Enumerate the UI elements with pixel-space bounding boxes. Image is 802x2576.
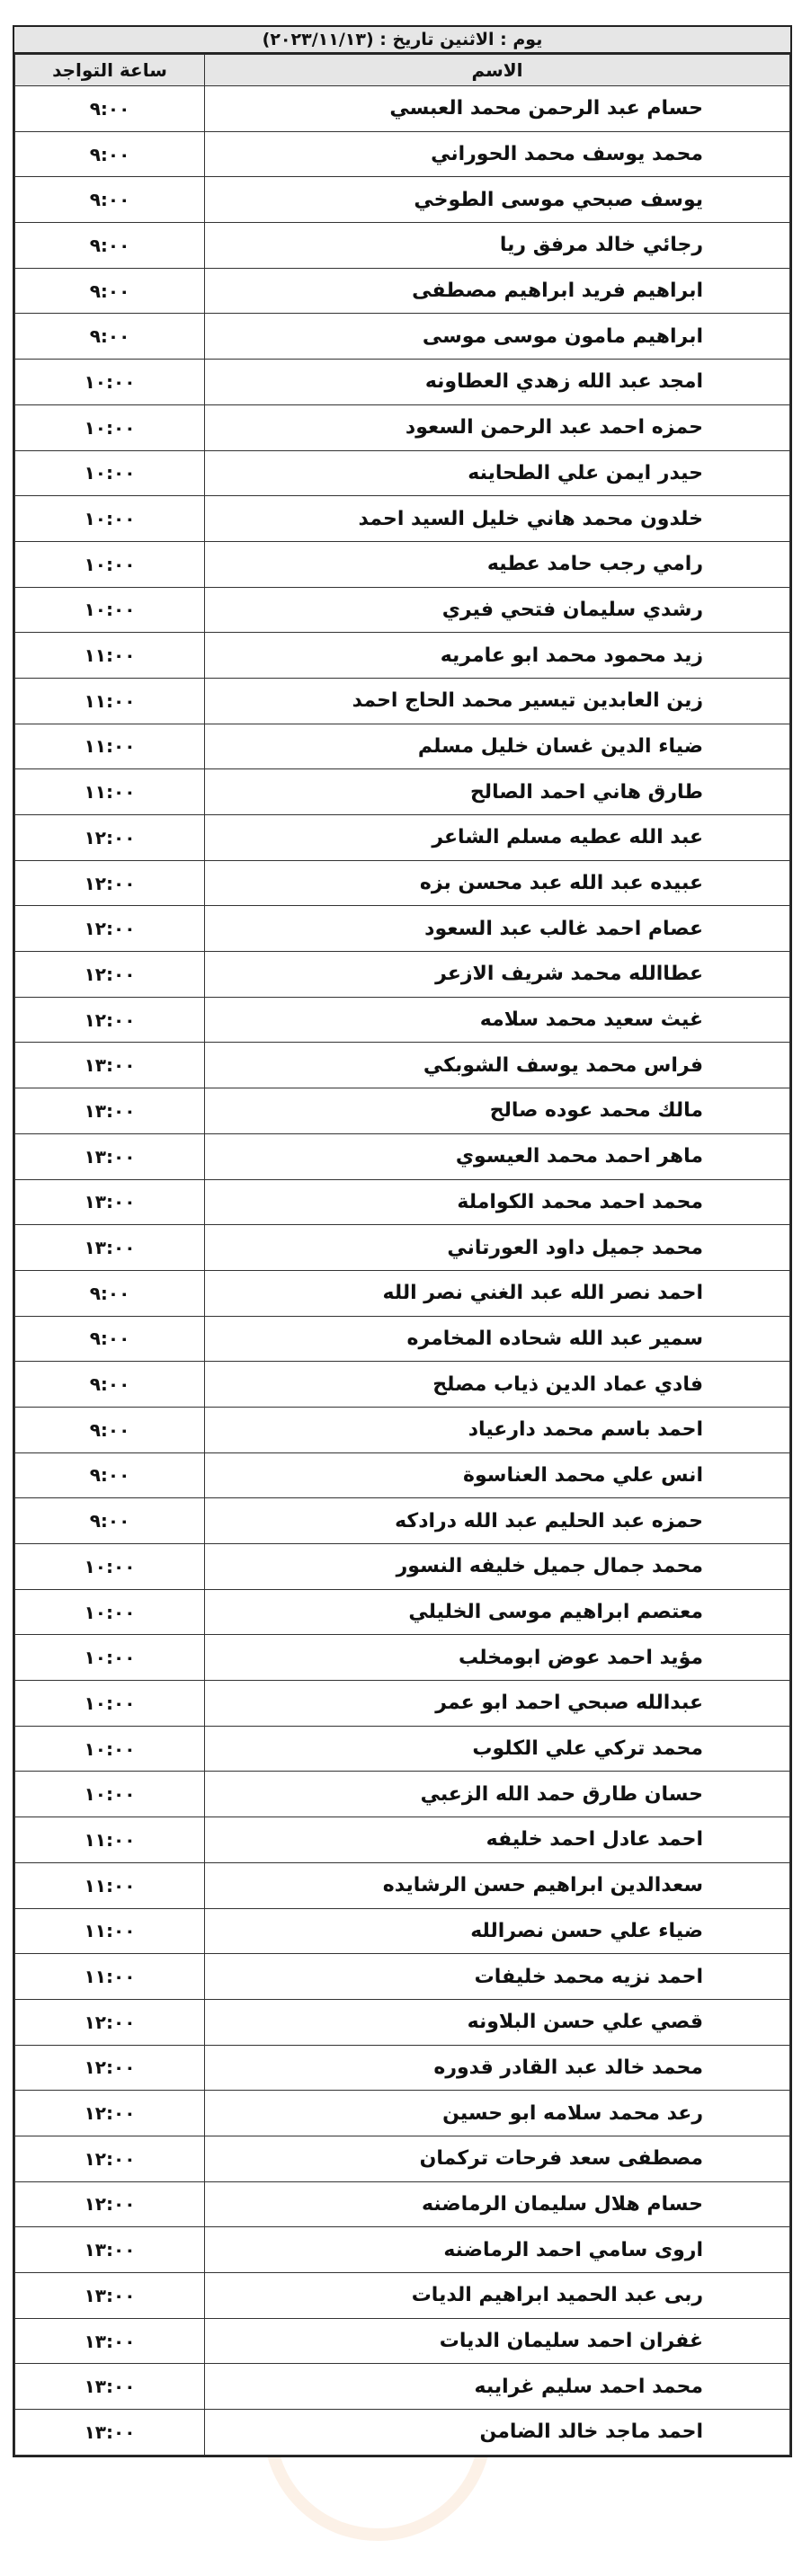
person-name: ضياء الدين غسان خليل مسلم [205, 724, 790, 769]
attendance-time: ١٢:٠٠ [15, 2181, 205, 2227]
attendance-time: ١١:٠٠ [15, 724, 205, 769]
column-header-name: الاسم [205, 55, 790, 86]
table-row [15, 360, 790, 405]
person-name: مصطفى سعد فرحات تركمان [205, 2136, 790, 2181]
person-name: عبدالله صبحي احمد ابو عمر [205, 1681, 790, 1727]
person-name: ضياء علي حسن نصرالله [205, 1908, 790, 1954]
table-row [15, 223, 790, 269]
person-name: مالك محمد عوده صالح [205, 1088, 790, 1134]
table-row [15, 2136, 790, 2181]
attendance-time: ١٣:٠٠ [15, 2227, 205, 2273]
table-row [15, 1635, 790, 1681]
person-name: عبيده عبد الله عبد محسن بزه [205, 860, 790, 906]
table-row [15, 177, 790, 223]
table-row [15, 1999, 790, 2045]
attendance-time: ١٢:٠٠ [15, 815, 205, 861]
attendance-time: ١٠:٠٠ [15, 1726, 205, 1772]
table-row [15, 2181, 790, 2227]
attendance-time: ٩:٠٠ [15, 1498, 205, 1544]
person-name: محمد احمد محمد الكواملة [205, 1179, 790, 1225]
table-row [15, 2273, 790, 2319]
person-name: قصي علي حسن البلاونه [205, 1999, 790, 2045]
person-name: احمد ماجد خالد الضامن [205, 2410, 790, 2456]
table-row [15, 678, 790, 724]
table-row [15, 1407, 790, 1452]
table-row [15, 2045, 790, 2091]
person-name: ماهر احمد محمد العيسوي [205, 1133, 790, 1179]
attendance-time: ١٣:٠٠ [15, 2364, 205, 2410]
table-row [15, 86, 790, 132]
table-row [15, 1498, 790, 1544]
attendance-time: ٩:٠٠ [15, 177, 205, 223]
table-row [15, 2364, 790, 2410]
attendance-time: ١٢:٠٠ [15, 860, 205, 906]
attendance-time: ١٠:٠٠ [15, 404, 205, 450]
person-name: رجائي خالد مرفق ريا [205, 223, 790, 269]
attendance-time: ٩:٠٠ [15, 1316, 205, 1362]
table-row [15, 1043, 790, 1088]
attendance-time: ١٢:٠٠ [15, 1999, 205, 2045]
attendance-time: ١٣:٠٠ [15, 1133, 205, 1179]
table-row [15, 496, 790, 542]
person-name: طارق هاني احمد الصالح [205, 769, 790, 815]
attendance-time: ١٠:٠٠ [15, 360, 205, 405]
attendance-time: ١٢:٠٠ [15, 997, 205, 1043]
table-row [15, 1316, 790, 1362]
attendance-time: ١٠:٠٠ [15, 496, 205, 542]
table-row [15, 1452, 790, 1498]
attendance-time: ٩:٠٠ [15, 314, 205, 360]
person-name: محمد احمد سليم غرايبه [205, 2364, 790, 2410]
attendance-time: ١١:٠٠ [15, 1954, 205, 2000]
person-name: حسان طارق حمد الله الزعبي [205, 1772, 790, 1817]
attendance-time: ٩:٠٠ [15, 268, 205, 314]
table-row [15, 268, 790, 314]
attendance-time: ١١:٠٠ [15, 678, 205, 724]
attendance-time: ١٢:٠٠ [15, 2136, 205, 2181]
person-name: محمد جميل داود العورتاني [205, 1225, 790, 1271]
table-row [15, 587, 790, 633]
person-name: سعدالدين ابراهيم حسن الرشايده [205, 1862, 790, 1908]
person-name: يوسف صبحي موسى الطوخي [205, 177, 790, 223]
attendance-time: ١١:٠٠ [15, 1908, 205, 1954]
person-name: امجد عبد الله زهدي العطاونه [205, 360, 790, 405]
person-name: مؤيد احمد عوض ابومخلب [205, 1635, 790, 1681]
attendance-time: ١٢:٠٠ [15, 2091, 205, 2136]
person-name: حسام عبد الرحمن محمد العبسي [205, 86, 790, 132]
person-name: محمد خالد عبد القادر قدوره [205, 2045, 790, 2091]
attendance-time: ١٣:٠٠ [15, 1225, 205, 1271]
person-name: احمد عادل احمد خليفه [205, 1817, 790, 1863]
attendance-time: ١٢:٠٠ [15, 2045, 205, 2091]
attendance-time: ١١:٠٠ [15, 769, 205, 815]
person-name: فادي عماد الدين ذياب مصلح [205, 1362, 790, 1408]
table-row [15, 997, 790, 1043]
table-row [15, 541, 790, 587]
attendance-time: ٩:٠٠ [15, 86, 205, 132]
table-row [15, 314, 790, 360]
person-name: حيدر ايمن علي الطحاينه [205, 450, 790, 496]
person-name: رامي رجب حامد عطيه [205, 541, 790, 587]
attendance-time: ١٠:٠٠ [15, 1544, 205, 1590]
person-name: حسام هلال سليمان الرماضنه [205, 2181, 790, 2227]
attendance-time: ٩:٠٠ [15, 131, 205, 177]
table-row [15, 1681, 790, 1727]
attendance-time: ٩:٠٠ [15, 1270, 205, 1316]
attendance-time: ١٣:٠٠ [15, 1043, 205, 1088]
person-name: محمد يوسف محمد الحوراني [205, 131, 790, 177]
attendance-time: ١٠:٠٠ [15, 541, 205, 587]
attendance-time: ١٠:٠٠ [15, 587, 205, 633]
attendance-time: ١٣:٠٠ [15, 2410, 205, 2456]
person-name: زين العابدين تيسير محمد الحاج احمد [205, 678, 790, 724]
table-row [15, 1908, 790, 1954]
attendance-time: ١١:٠٠ [15, 1817, 205, 1863]
attendance-time: ١٣:٠٠ [15, 1179, 205, 1225]
table-row [15, 1088, 790, 1134]
person-name: معتصم ابراهيم موسى الخليلي [205, 1589, 790, 1635]
table-row [15, 131, 790, 177]
table-row [15, 1179, 790, 1225]
table-row [15, 2227, 790, 2273]
person-name: خلدون محمد هاني خليل السيد احمد [205, 496, 790, 542]
attendance-time: ١٠:٠٠ [15, 1772, 205, 1817]
attendance-time: ١١:٠٠ [15, 1862, 205, 1908]
table-row [15, 2318, 790, 2364]
attendance-time: ١٠:٠٠ [15, 1589, 205, 1635]
table-row [15, 1544, 790, 1590]
attendance-time: ١٢:٠٠ [15, 952, 205, 998]
table-row [15, 952, 790, 998]
table-row [15, 1772, 790, 1817]
attendance-time: ١٢:٠٠ [15, 906, 205, 952]
person-name: احمد باسم محمد دارعياد [205, 1407, 790, 1452]
person-name: سمير عبد الله شحاده المخامره [205, 1316, 790, 1362]
attendance-time: ٩:٠٠ [15, 1452, 205, 1498]
person-name: انس علي محمد العناسوة [205, 1452, 790, 1498]
person-name: ربى عبد الحميد ابراهيم الديات [205, 2273, 790, 2319]
table-row [15, 815, 790, 861]
attendance-time: ١٠:٠٠ [15, 1635, 205, 1681]
person-name: عطاالله محمد شريف الازعر [205, 952, 790, 998]
table-row [15, 2091, 790, 2136]
attendance-time: ١٣:٠٠ [15, 2318, 205, 2364]
table-row [15, 1589, 790, 1635]
table-row [15, 724, 790, 769]
person-name: ابراهيم مامون موسى موسى [205, 314, 790, 360]
table-row [15, 906, 790, 952]
person-name: غفران احمد سليمان الديات [205, 2318, 790, 2364]
attendance-time: ١٣:٠٠ [15, 1088, 205, 1134]
table-row [15, 404, 790, 450]
person-name: عصام احمد غالب عبد السعود [205, 906, 790, 952]
table-row [15, 1862, 790, 1908]
table-row [15, 1133, 790, 1179]
table-row [15, 1954, 790, 2000]
table-body [15, 86, 790, 2456]
person-name: عبد الله عطيه مسلم الشاعر [205, 815, 790, 861]
attendance-time: ١١:٠٠ [15, 633, 205, 679]
attendance-time: ٩:٠٠ [15, 1407, 205, 1452]
person-name: ابراهيم فريد ابراهيم مصطفى [205, 268, 790, 314]
person-name: زيد محمود محمد ابو عامريه [205, 633, 790, 679]
table-row [15, 2410, 790, 2456]
table-row [15, 1817, 790, 1863]
person-name: اروى سامي احمد الرماضنه [205, 2227, 790, 2273]
person-name: حمزه عبد الحليم عبد الله درادكه [205, 1498, 790, 1544]
table-row [15, 860, 790, 906]
table-row [15, 1270, 790, 1316]
attendance-time: ١٠:٠٠ [15, 450, 205, 496]
table-header-row [15, 55, 790, 86]
attendance-time: ١٠:٠٠ [15, 1681, 205, 1727]
attendance-time: ١٣:٠٠ [15, 2273, 205, 2319]
person-name: احمد نزيه محمد خليفات [205, 1954, 790, 2000]
table-row [15, 769, 790, 815]
table-row [15, 1726, 790, 1772]
attendance-table [14, 54, 790, 2456]
table-row [15, 450, 790, 496]
attendance-time: ٩:٠٠ [15, 223, 205, 269]
attendance-sheet [13, 25, 792, 2457]
page-title: يوم : الاثنين تاريخ : (٢٠٢٣/١١/١٣) [14, 27, 790, 54]
table-row [15, 633, 790, 679]
person-name: رشدي سليمان فتحي فيري [205, 587, 790, 633]
attendance-time: ٩:٠٠ [15, 1362, 205, 1408]
person-name: حمزه احمد عبد الرحمن السعود [205, 404, 790, 450]
person-name: فراس محمد يوسف الشوبكي [205, 1043, 790, 1088]
person-name: غيث سعيد محمد سلامه [205, 997, 790, 1043]
person-name: احمد نصر الله عبد الغني نصر الله [205, 1270, 790, 1316]
person-name: رعد محمد سلامه ابو حسين [205, 2091, 790, 2136]
person-name: محمد جمال جميل خليفه النسور [205, 1544, 790, 1590]
table-row [15, 1225, 790, 1271]
column-header-time: ساعة التواجد [15, 55, 205, 86]
person-name: محمد تركي علي الكلوب [205, 1726, 790, 1772]
table-row [15, 1362, 790, 1408]
